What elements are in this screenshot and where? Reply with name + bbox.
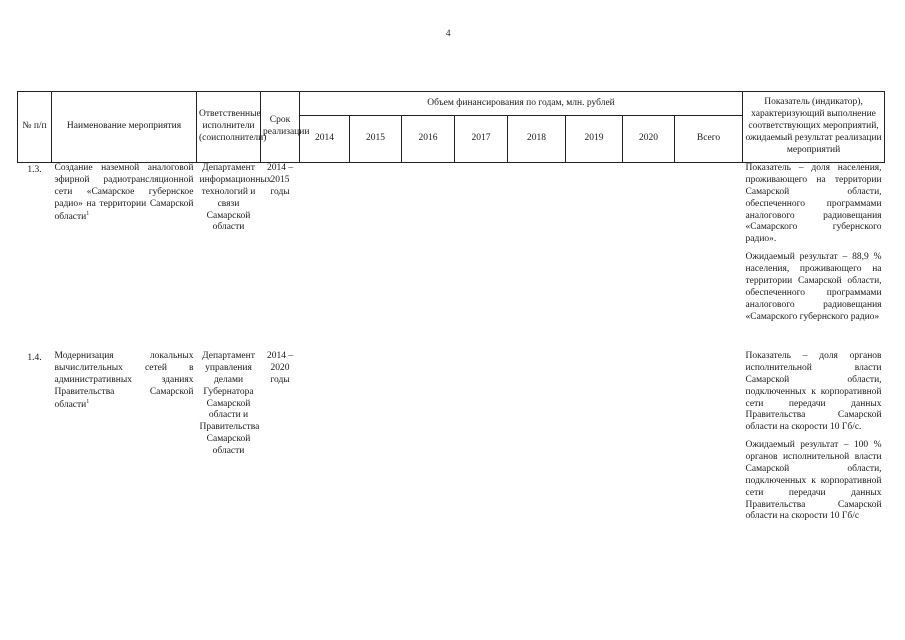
implementation-period: 2014 – 2020 годы — [266, 351, 294, 385]
header-total: Всего — [675, 116, 743, 163]
expected-result-text: Ожидаемый результат – 100 % органов исполнительной власти Самарской области, подключенных к корпоративной сети передачи данных Правительства Самарской области на скорости 10 Гб/с — [745, 440, 882, 522]
responsible-executor: Департамент управления делами Губернатора Самарской области и Правительства Самарской области — [199, 351, 260, 456]
program-activities-table — [17, 91, 885, 543]
header-num: № п/п — [18, 92, 52, 163]
header-indicator: Показатель (индикатор), характеризующий выполнение соответствующих мероприятий, ожидаемый результат реализации мероприятий — [743, 92, 885, 163]
activity-name: Создание наземной аналоговой эфирной радиотрансляционной сети «Самарское губернское радио» на территории Самарской области$^1$ — [54, 163, 194, 222]
table-row — [18, 351, 885, 543]
page-number: 4 — [446, 28, 451, 38]
expected-result-text: Ожидаемый результат – 88,9 % населения, проживающего на территории Самарской области, обеспеченного программами аналогового радиовещания «Самарского губернского радио» — [745, 252, 882, 322]
table-row — [18, 163, 885, 352]
row-number: 1.3. — [27, 165, 42, 175]
header-year: 2018 — [508, 116, 566, 163]
activity-name: Модернизация локальных вычислительных сетей в административных зданиях Правительства Самарской области$^1$ — [54, 351, 194, 410]
row-number: 1.4. — [27, 353, 42, 363]
header-year: 2014 — [300, 116, 350, 163]
header-period: Срок реализации — [261, 92, 300, 163]
header-name: Наименование мероприятия — [52, 92, 197, 163]
indicator-cell — [743, 351, 885, 543]
header-financing: Объем финансирования по годам, млн. рублей — [300, 92, 743, 116]
header-year: 2020 — [623, 116, 675, 163]
indicator-text: Показатель – доля населения, проживающего на территории Самарской области, обеспеченного программами аналогового радиовещания «Самарского губернского радио». — [745, 163, 882, 245]
responsible-executor: Департамент информационных технологий и связи Самарской области — [199, 163, 272, 233]
footnote-mark: 1 — [86, 210, 90, 217]
header-year: 2016 — [402, 116, 455, 163]
header-year: 2017 — [455, 116, 508, 163]
header-responsible: Ответственные исполнители (соисполнители) — [197, 92, 261, 163]
implementation-period: 2014 – 2015 годы — [266, 163, 294, 197]
header-year: 2019 — [566, 116, 623, 163]
footnote-mark: 1 — [86, 398, 90, 405]
header-year: 2015 — [350, 116, 402, 163]
indicator-text: Показатель – доля органов исполнительной власти Самарской области, подключенных к корпоративной сети передачи данных Правительства Самарской области на скорости 10 Гб/с. — [745, 351, 882, 433]
indicator-cell — [743, 163, 885, 352]
